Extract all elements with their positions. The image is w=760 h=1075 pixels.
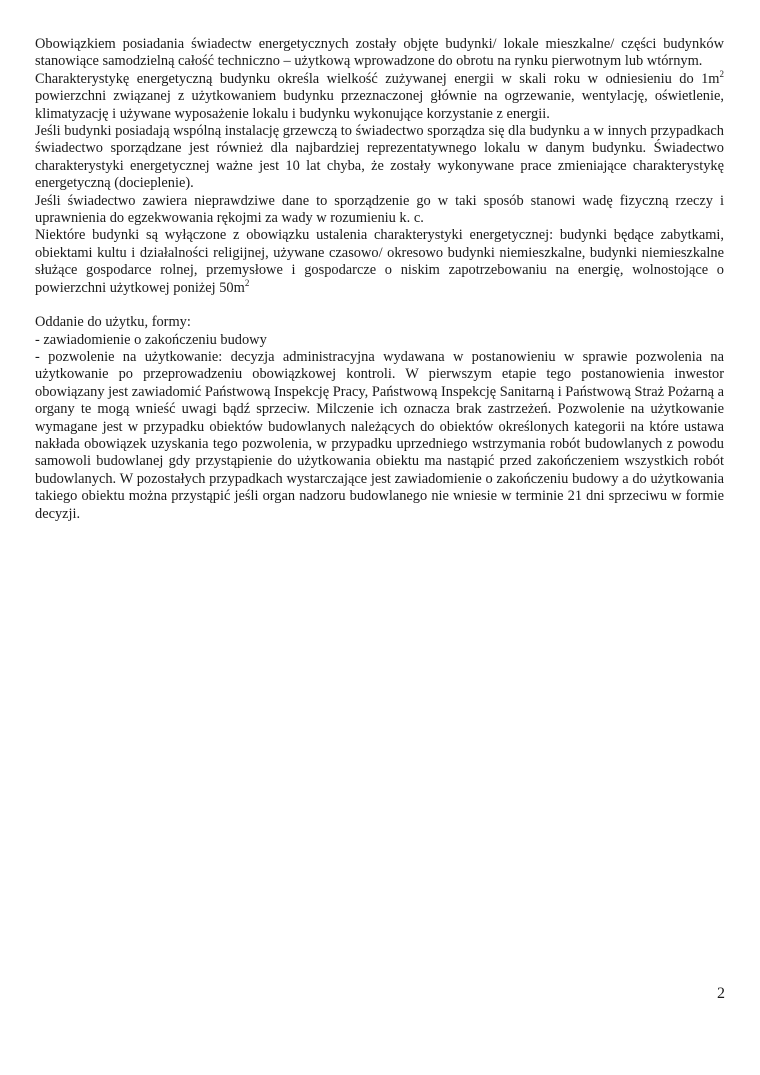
paragraph-text: Jeśli budynki posiadają wspólną instalację grzewczą to świadectwo sporządza się dla budynku a w innych przypadkach świadectwo sporządzane jest również dla najbardziej reprezentatywnego lokalu w danym budynku. Świadectwo charakterystyki energetycznej ważne jest 10 lat chyba, że zostały wykonywane prace zmieniające charakterystykę energetyczną (docieplenie). <box>35 123 724 192</box>
superscript: 2 <box>244 277 250 288</box>
paragraph-text-tail: powierzchni związanej z użytkowaniem budynku przeznaczonej głównie na ogrzewanie, wentylację, oświetlenie, klimatyzację i używane wyposażenie lokalu i budynku wykonujące korzystanie z energii. <box>35 88 724 122</box>
page-number: 2 <box>717 985 725 1002</box>
document-body <box>35 36 724 523</box>
paragraph-shared-heating-installation <box>35 123 724 193</box>
list-item-text: - zawiadomienie o zakończeniu budowy <box>35 331 267 348</box>
list-item-text: - pozwolenie na użytkowanie: decyzja administracyjna wydawana w postanowieniu w sprawie pozwolenia na użytkowanie po przeprowadzeniu obowiązkowej kontroli. W pierwszym etapie tego postanowienia inwestor obowiązany jest zawiadomić Państwową Inspekcję Pracy, Państwową Inspekcję Sanitarną i Państwową Straż Pożarną a organy te mogą wnieść uwagi bądź sprzeciw. Milczenie ich oznacza brak zastrzeżeń. Pozwolenie na użytkowanie wymagane jest w przypadku obiektów budowlanych należących do obiektów określonych kategorii na które ustawa nakłada obowiązek uzyskania tego pozwolenia, w przypadku uprzedniego wstrzymania robót budowlanych z powodu samowoli budowlanej gdy przystąpienie do użytkowania obiektu ma nastąpić przed zakończeniem wszystkich robót budowlanych. W pozostałych przypadkach wystarczające jest zawiadomienie o zakończeniu budowy a do użytkowania takiego obiektu można przystąpić jeśli organ nadzoru budowlanego nie wniesie w terminie 21 dni sprzeciwu w formie decyzji. <box>35 348 724 522</box>
list-item-occupancy-permit <box>35 349 724 523</box>
paragraph-false-data-defect <box>35 193 724 228</box>
paragraph-text: Obowiązkiem posiadania świadectw energetycznych zostały objęte budynki/ lokale mieszkalne/ części budynków stanowiące samodzielną całość techniczno – użytkową wprowadzone do obrotu na rynku pierwotnym lub wtórnym. <box>35 36 724 70</box>
paragraph-exempt-buildings <box>35 227 724 297</box>
heading-text: Oddanie do użytku, formy: <box>35 314 191 331</box>
paragraph-text: Charakterystykę energetyczną budynku określa wielkość zużywanej energii w skali roku w odniesieniu do 1m <box>35 70 720 87</box>
superscript: 2 <box>719 68 724 79</box>
paragraph-text: Jeśli świadectwo zawiera nieprawdziwe dane to sporządzenie go w taki sposób stanowi wadę fizyczną rzeczy i uprawnienia do egzekwowania rękojmi za wady w rozumieniu k. c. <box>35 192 724 227</box>
paragraph-text: Niektóre budynki są wyłączone z obowiązku ustalenia charakterystyki energetycznej: budynki będące zabytkami, obiektami kultu i działalności religijnej, używane czasowo/ okresowo budynki niemieszkalne, budynki niemieszkalne służące gospodarce rolnej, przemysłowe i gospodarcze o niskim zapotrzebowaniu na energię, wolnostojące o powierzchni użytkowej poniżej 50m <box>35 227 724 296</box>
paragraph-energy-certificate-obligation <box>35 36 724 71</box>
paragraph-spacer <box>35 297 724 314</box>
paragraph-energy-characteristic-definition <box>35 68 724 123</box>
list-item-completion-notice <box>35 332 724 349</box>
section-heading <box>35 314 724 331</box>
